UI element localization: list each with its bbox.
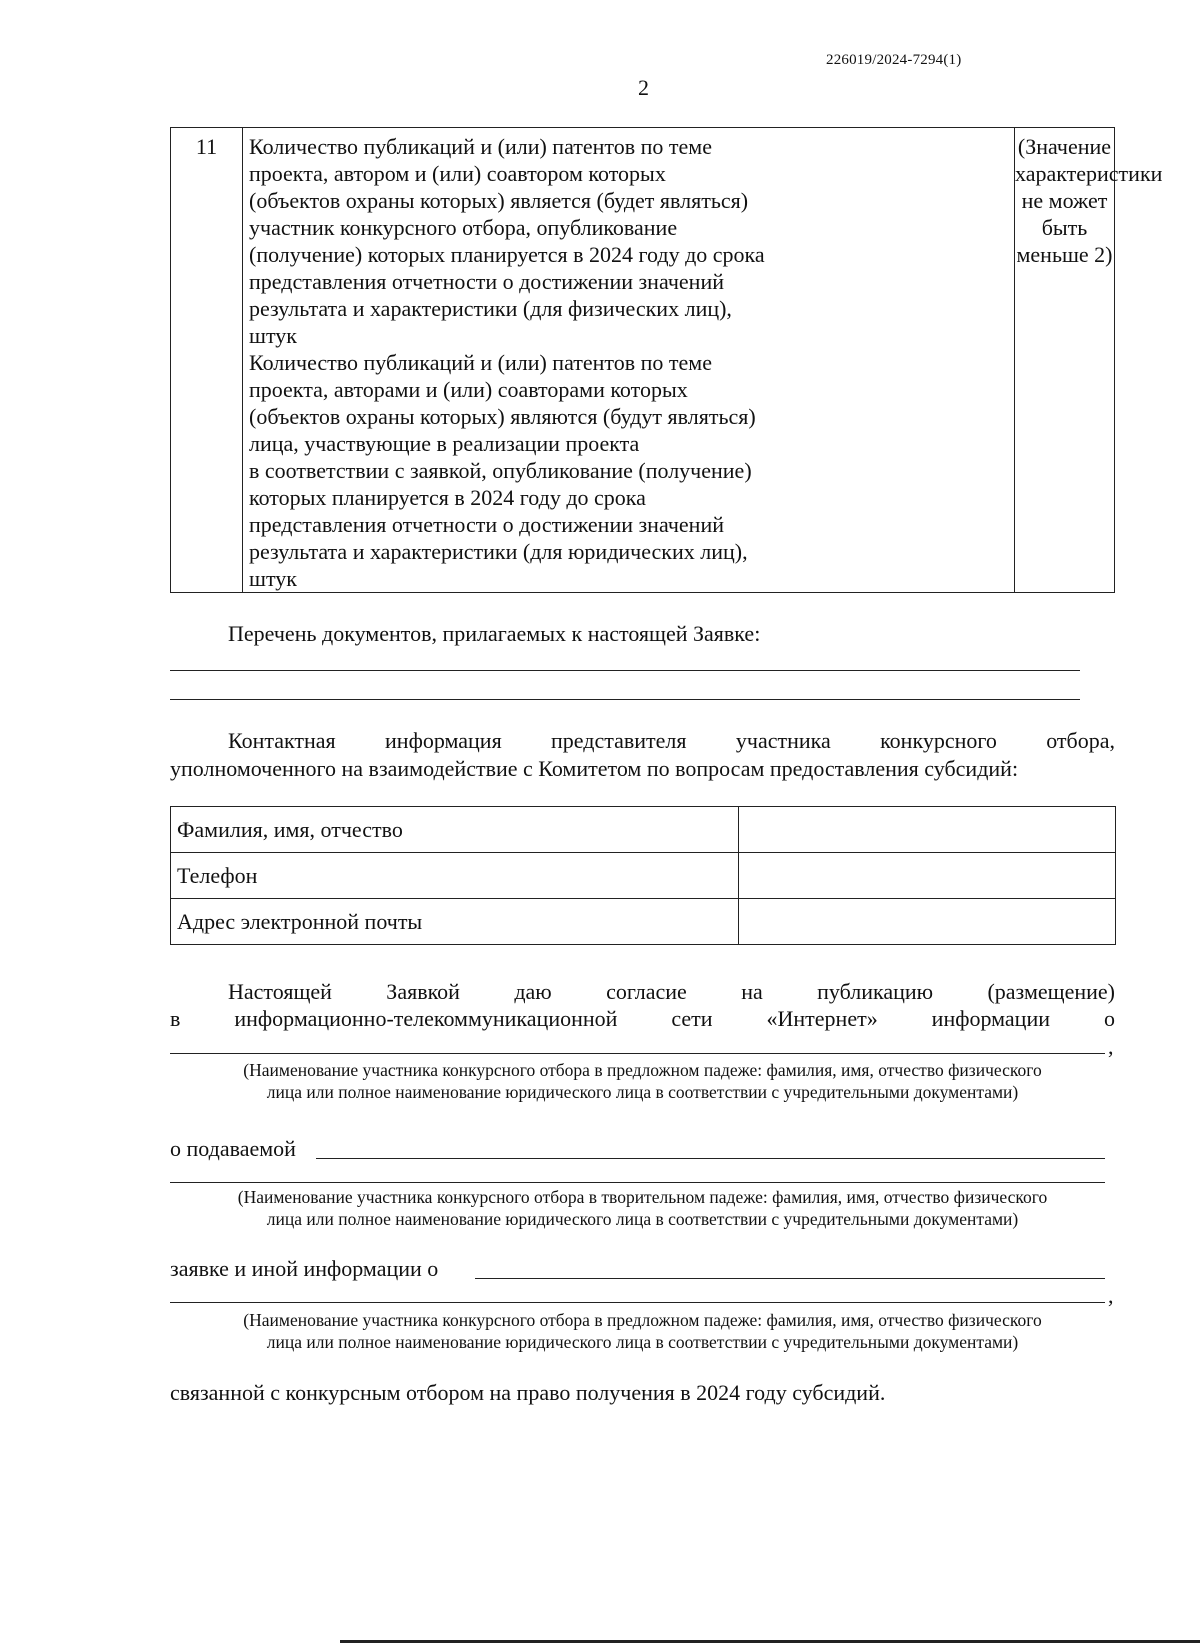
word: в <box>170 1006 181 1031</box>
characteristics-table-row-11 <box>170 127 1163 593</box>
participant-name-fill-line-2[interactable] <box>170 1182 1105 1183</box>
document-number: 226019/2024-7294(1) <box>826 52 962 68</box>
caption-prepositional-2-line2: лица или полное наименование юридического лица в соответствии с учредительными документами) <box>266 1332 1019 1352</box>
about-submitted-label: о подаваемой <box>170 1136 296 1161</box>
contact-intro-line2: уполномоченного на взаимодействие с Комитетом по вопросам предоставления субсидий: <box>170 756 1019 781</box>
word: на <box>741 979 763 1004</box>
word: даю <box>514 979 552 1004</box>
value-line: меньше 2) <box>1016 242 1113 267</box>
word: отбора, <box>1046 728 1115 753</box>
word: представителя <box>551 728 687 753</box>
contact-table <box>170 806 1116 945</box>
description-line: проекта, автором и (или) соавтором которых <box>249 161 666 186</box>
description-line: участник конкурсного отбора, опубликование <box>249 215 678 240</box>
description-line: штук <box>249 566 297 591</box>
participant-name-fill-line-3[interactable] <box>170 1302 1105 1303</box>
word: информация <box>385 728 502 753</box>
description-line: Количество публикаций и (или) патентов по теме <box>249 134 712 159</box>
consent-line1 <box>228 979 1115 1005</box>
caption-prepositional-2-line1: (Наименование участника конкурсного отбора в предложном падеже: фамилия, имя, отчество физического <box>243 1310 1042 1330</box>
caption-prepositional-1-line2: лица или полное наименование юридического лица в соответствии с учредительными документами) <box>266 1082 1019 1102</box>
description-line: в соответствии с заявкой, опубликование (получение) <box>249 458 752 483</box>
application-info-fill-line[interactable] <box>475 1278 1105 1279</box>
word: (размещение) <box>987 979 1115 1004</box>
contact-label-email: Адрес электронной почты <box>171 899 739 945</box>
contact-value-email[interactable] <box>739 899 1116 945</box>
description-line: Количество публикаций и (или) патентов по теме <box>249 350 712 375</box>
word: согласие <box>606 979 687 1004</box>
contact-intro-line1 <box>228 728 1115 754</box>
trailing-comma: , <box>1108 1283 1114 1308</box>
contact-label-phone: Телефон <box>171 853 739 899</box>
caption-prepositional-1-line1: (Наименование участника конкурсного отбора в предложном падеже: фамилия, имя, отчество физического <box>243 1060 1042 1080</box>
table-row <box>171 899 1116 945</box>
value-line: (Значение <box>1017 134 1112 159</box>
value-line: не может быть <box>1021 188 1108 240</box>
trailing-comma: , <box>1108 1034 1114 1059</box>
caption-instrumental-line2: лица или полное наименование юридического лица в соответствии с учредительными документами) <box>266 1209 1019 1229</box>
row-number: 11 <box>171 128 243 592</box>
word: Контактная <box>228 728 336 753</box>
description-line: лица, участвующие в реализации проекта <box>249 431 640 456</box>
documents-fill-line[interactable] <box>170 670 1080 671</box>
word: Заявкой <box>386 979 460 1004</box>
participant-name-fill-line-1[interactable] <box>170 1053 1105 1054</box>
contact-label-fio: Фамилия, имя, отчество <box>171 807 739 853</box>
word: «Интернет» <box>766 1006 878 1031</box>
scan-edge-line <box>340 1640 1200 1643</box>
submitted-fill-line[interactable] <box>316 1158 1105 1159</box>
description-line: которых планируется в 2024 году до срока <box>249 485 646 510</box>
caption-instrumental-line1: (Наименование участника конкурсного отбора в творительном падеже: фамилия, имя, отчество физического <box>237 1187 1048 1207</box>
contact-value-fio[interactable] <box>739 807 1116 853</box>
word: о <box>1103 1006 1115 1031</box>
contact-value-phone[interactable] <box>739 853 1116 899</box>
closing-sentence: связанной с конкурсным отбором на право получения в 2024 году субсидий. <box>170 1380 886 1405</box>
word: публикацию <box>817 979 934 1004</box>
description-line: результата и характеристики (для юридических лиц), <box>249 539 748 564</box>
table-row <box>171 807 1116 853</box>
application-info-label: заявке и иной информации о <box>170 1256 439 1281</box>
word: участника <box>735 728 831 753</box>
description-line: проекта, авторами и (или) соавторами которых <box>249 377 688 402</box>
description-line: (объектов охраны которых) являются (будут являться) <box>249 404 756 429</box>
page-number: 2 <box>638 75 649 100</box>
word: информационно-телекоммуникационной <box>234 1006 618 1031</box>
table-row <box>171 853 1116 899</box>
description-line: (объектов охраны которых) является (будет являться) <box>249 188 749 213</box>
documents-fill-line[interactable] <box>170 699 1080 700</box>
row-description <box>243 128 1015 592</box>
consent-line2 <box>170 1006 1115 1032</box>
word: Настоящей <box>228 979 332 1004</box>
word: сети <box>671 1006 713 1031</box>
word: конкурсного <box>880 728 997 753</box>
description-line: (получение) которых планируется в 2024 году до срока <box>249 242 765 267</box>
word: информации <box>931 1006 1050 1031</box>
description-line: результата и характеристики (для физических лиц), <box>249 296 732 321</box>
description-line: представления отчетности о достижении значений <box>249 512 724 537</box>
value-line: характеристики <box>1015 161 1163 186</box>
description-line: представления отчетности о достижении значений <box>249 269 724 294</box>
row-value <box>1015 128 1163 592</box>
description-line: штук <box>249 323 297 348</box>
documents-list-label: Перечень документов, прилагаемых к настоящей Заявке: <box>228 621 761 646</box>
